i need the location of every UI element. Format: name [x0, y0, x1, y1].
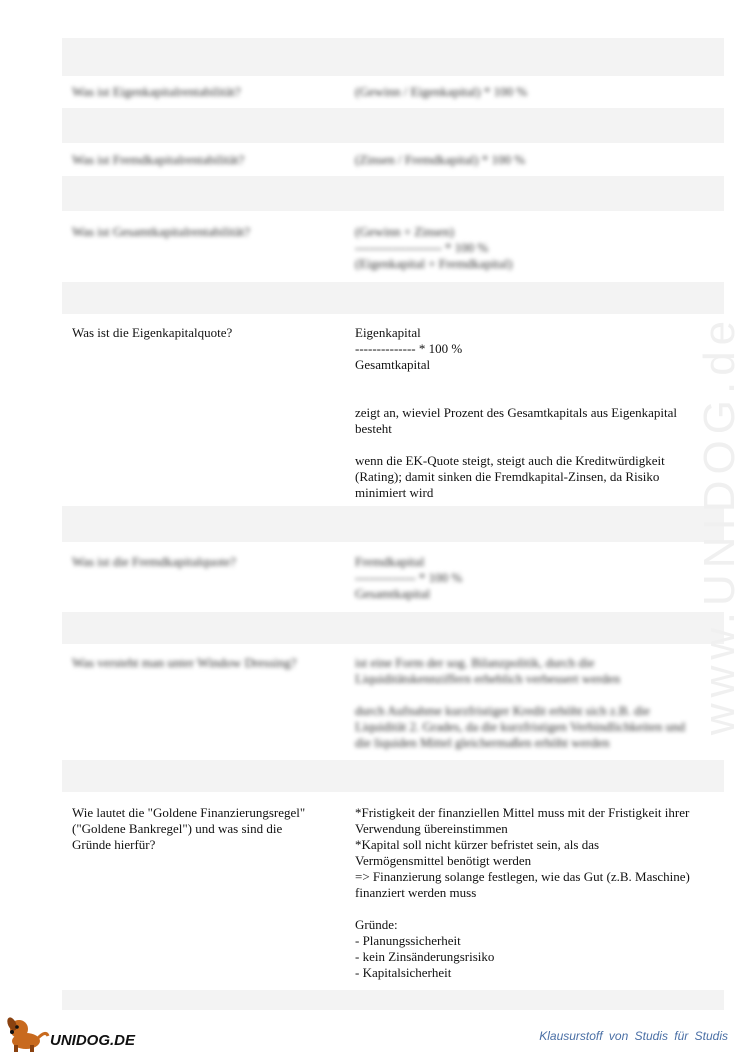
separator-band	[62, 38, 724, 76]
question: Was ist die Fremdkapitalquote?	[72, 554, 236, 569]
separator-band	[62, 760, 724, 792]
watermark: www.UNIDOG.de	[695, 314, 744, 736]
dog-icon	[5, 1016, 48, 1052]
answer: *Fristigkeit der finanziellen Mittel muss mit der Fristigkeit ihrer Verwendung übereinstimmen *Kapital soll nicht kürzer befristet sein, als das Vermögensmittel benötigt werden => Finanzierung solange festlegen, wie das Gut (z.B. Maschine) finanziert werden muss Gründe: - Planungssicherheit - kein Zinsänderungsrisiko - Kapitalsicherheit	[355, 805, 690, 980]
separator-band	[62, 990, 724, 1010]
separator-band	[62, 506, 724, 542]
question: Was ist Eigenkapitalrentabilität?	[72, 84, 241, 99]
answer: ist eine Form der sog. Bilanzpolitik, durch die Liquiditätskennziffern erheblich verbessert werden durch Aufnahme kurzfristiger Kredit erhöht sich z.B. die Liquidität 2. Grades, da die kurzfristigen Verbindlichkeiten und die liquiden Mittel gleichermaßen erhöht werden	[355, 655, 686, 750]
question: Wie lautet die "Goldene Finanzierungsregel" ("Goldene Bankregel") und was sind die Gründe hierfür?	[72, 805, 306, 852]
answer: (Gewinn + Zinsen) -------------------- * 100 % (Eigenkapital + Fremdkapital)	[355, 224, 513, 271]
footer-tagline: Klausurstoff von Studis für Studis	[539, 1029, 728, 1043]
logo-text: UNIDOG.DE	[50, 1032, 136, 1049]
unidog-logo[interactable]	[2, 1014, 162, 1054]
question: Was ist die Eigenkapitalquote?	[72, 325, 233, 340]
answer: (Gewinn / Eigenkapital) * 100 %	[355, 84, 528, 99]
question: Was versteht man unter Window Dressing?	[72, 655, 297, 670]
separator-band	[62, 282, 724, 314]
separator-band	[62, 108, 724, 143]
answer: (Zinsen / Fremdkapital) * 100 %	[355, 152, 526, 167]
answer: Fremdkapital -------------- * 100 % Gesamtkapital	[355, 554, 463, 601]
question: Was ist Gesamtkapitalrentabilität?	[72, 224, 251, 239]
separator-band	[62, 176, 724, 211]
separator-band	[62, 612, 724, 644]
question: Was ist Fremdkapitalrentabilität?	[72, 152, 245, 167]
answer: Eigenkapital -------------- * 100 % Gesamtkapital zeigt an, wieviel Prozent des Gesamtkapitals aus Eigenkapital besteht wenn die EK-Quote steigt, steigt auch die Kreditwürdigkeit (Rating); damit sinken die Fremdkapital-Zinsen, da Risiko minimiert wird	[355, 325, 678, 500]
